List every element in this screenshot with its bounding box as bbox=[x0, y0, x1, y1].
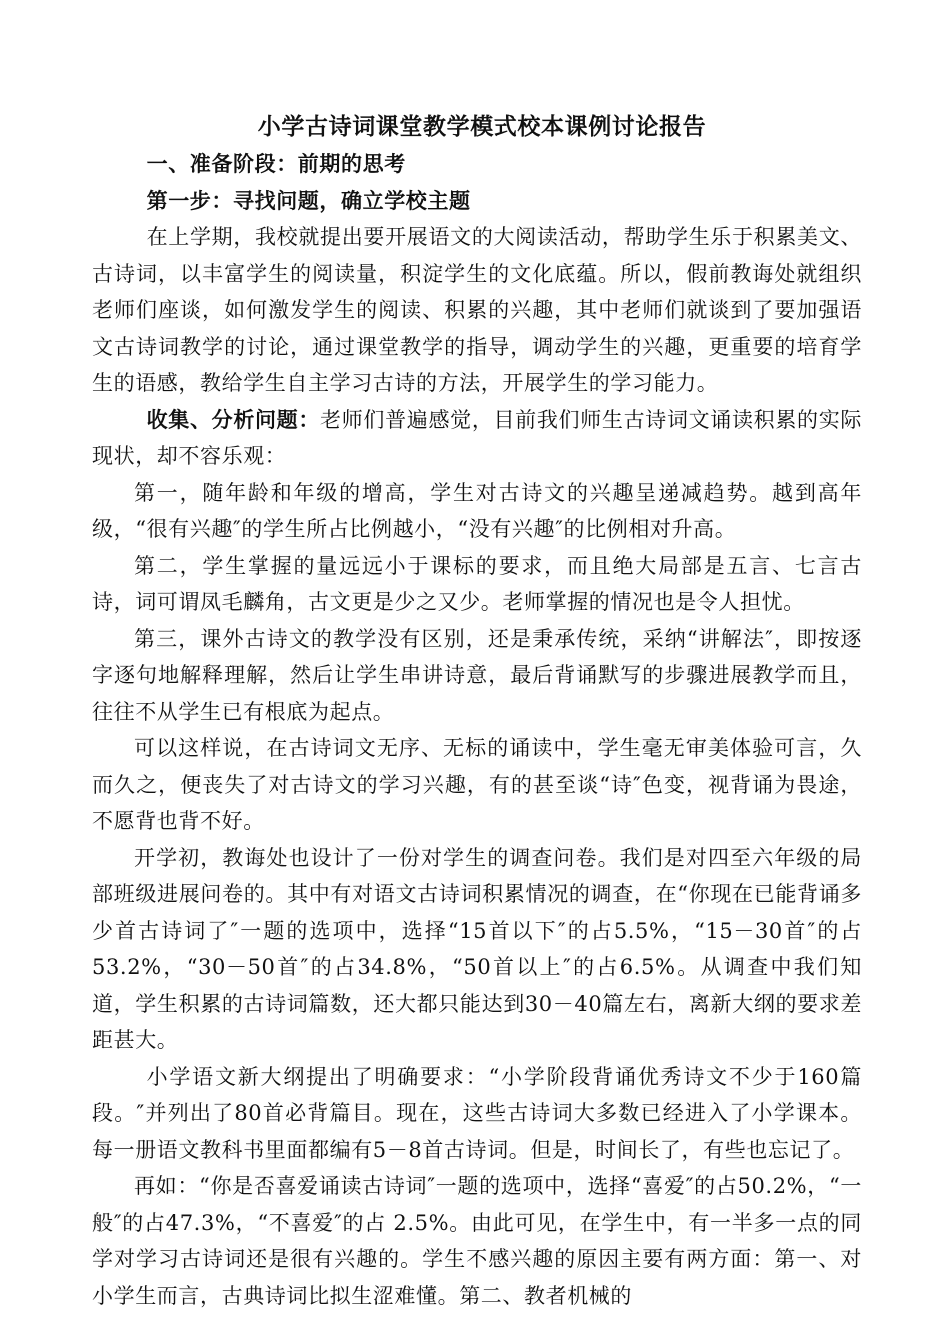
paragraph-6: 可以这样说，在古诗词文无序、无标的诵读中，学生毫无审美体验可言，久而久之，便丧失了对古诗文的学习兴趣，有的甚至谈“诗″色变，视背诵为畏途，不愿背也背不好。 bbox=[92, 736, 862, 833]
paragraph-8: 小学语文新大纲提出了明确要求：“小学阶段背诵优秀诗文不少于160篇段。″并列出了80首必背篇目。现在，这些古诗词大多数已经进入了小学课本。每一册语文教科书里面都编有5－8首古诗词。但是，时间长了，有些也忘记了。 bbox=[92, 1064, 862, 1162]
paragraph-2-text: 老师们普遍感觉，目前我们师生古诗词文诵读积累的实际现状，却不容乐观： bbox=[92, 407, 862, 468]
paragraph-3: 第一，随年龄和年级的增高，学生对古诗文的兴趣呈递减趋势。越到高年级，“很有兴趣″的学生所占比例越小，“没有兴趣″的比例相对升高。 bbox=[92, 480, 862, 541]
paragraph-2 bbox=[92, 402, 862, 475]
document-title: 小学古诗词课堂教学模式校本课例讨论报告 bbox=[257, 113, 707, 140]
paragraph-4: 第二，学生掌握的量远远小于课标的要求，而且绝大局部是五言、七言古诗，词可谓凤毛麟角，古文更是少之又少。老师掌握的情况也是令人担忧。 bbox=[92, 553, 862, 614]
document-body bbox=[92, 108, 862, 1314]
paragraph-7: 开学初，教诲处也设计了一份对学生的调查问卷。我们是对四至六年级的局部班级进展问卷的。其中有对语文古诗词积累情况的调查，在“你现在已能背诵多少首古诗词了″一题的选项中，选择“15首以下″的占5.5%，“15－30首″的占53.2%，“30－50首″的占34.8%，“50首以上″的占6.5%。从调查中我们知道，学生积累的古诗词篇数，还大都只能达到30－40篇左右，离新大纲的要求差距甚大。 bbox=[92, 845, 862, 1052]
paragraph-5: 第三，课外古诗文的教学没有区别，还是秉承传统，采纳“讲解法″，即按逐字逐句地解释理解，然后让学生串讲诗意，最后背诵默写的步骤进展教学而且，往往不从学生已有根底为起点。 bbox=[92, 626, 862, 724]
paragraph-2-lead: 收集、分析问题： bbox=[146, 406, 321, 432]
step-heading: 第一步：寻找问题，确立学校主题 bbox=[146, 187, 471, 213]
section-heading: 一、准备阶段：前期的思考 bbox=[146, 151, 406, 176]
paragraph-9: 再如：“你是否喜爱诵读古诗词″一题的选项中，选择“喜爱″的占50.2%，“一般″的占47.3%，“不喜爱″的占 2.5%。由此可见，在学生中，有一半多一点的同学对学习古诗词还是很有兴趣的。学生不感兴趣的原因主要有两方面：第一、对小学生而言，古典诗词比拟生涩难懂。第二、教者机械的 bbox=[92, 1174, 862, 1308]
paragraph-1: 在上学期，我校就提出要开展语文的大阅读活动，帮助学生乐于积累美文、古诗词，以丰富学生的阅读量，积淀学生的文化底蕴。所以，假前教诲处就组织老师们座谈，如何激发学生的阅读、积累的兴趣，其中老师们就谈到了要加强语文古诗词教学的讨论，通过课堂教学的指导，调动学生的兴趣，更重要的培育学生的语感，教给学生自主学习古诗的方法，开展学生的学习能力。 bbox=[92, 225, 862, 395]
